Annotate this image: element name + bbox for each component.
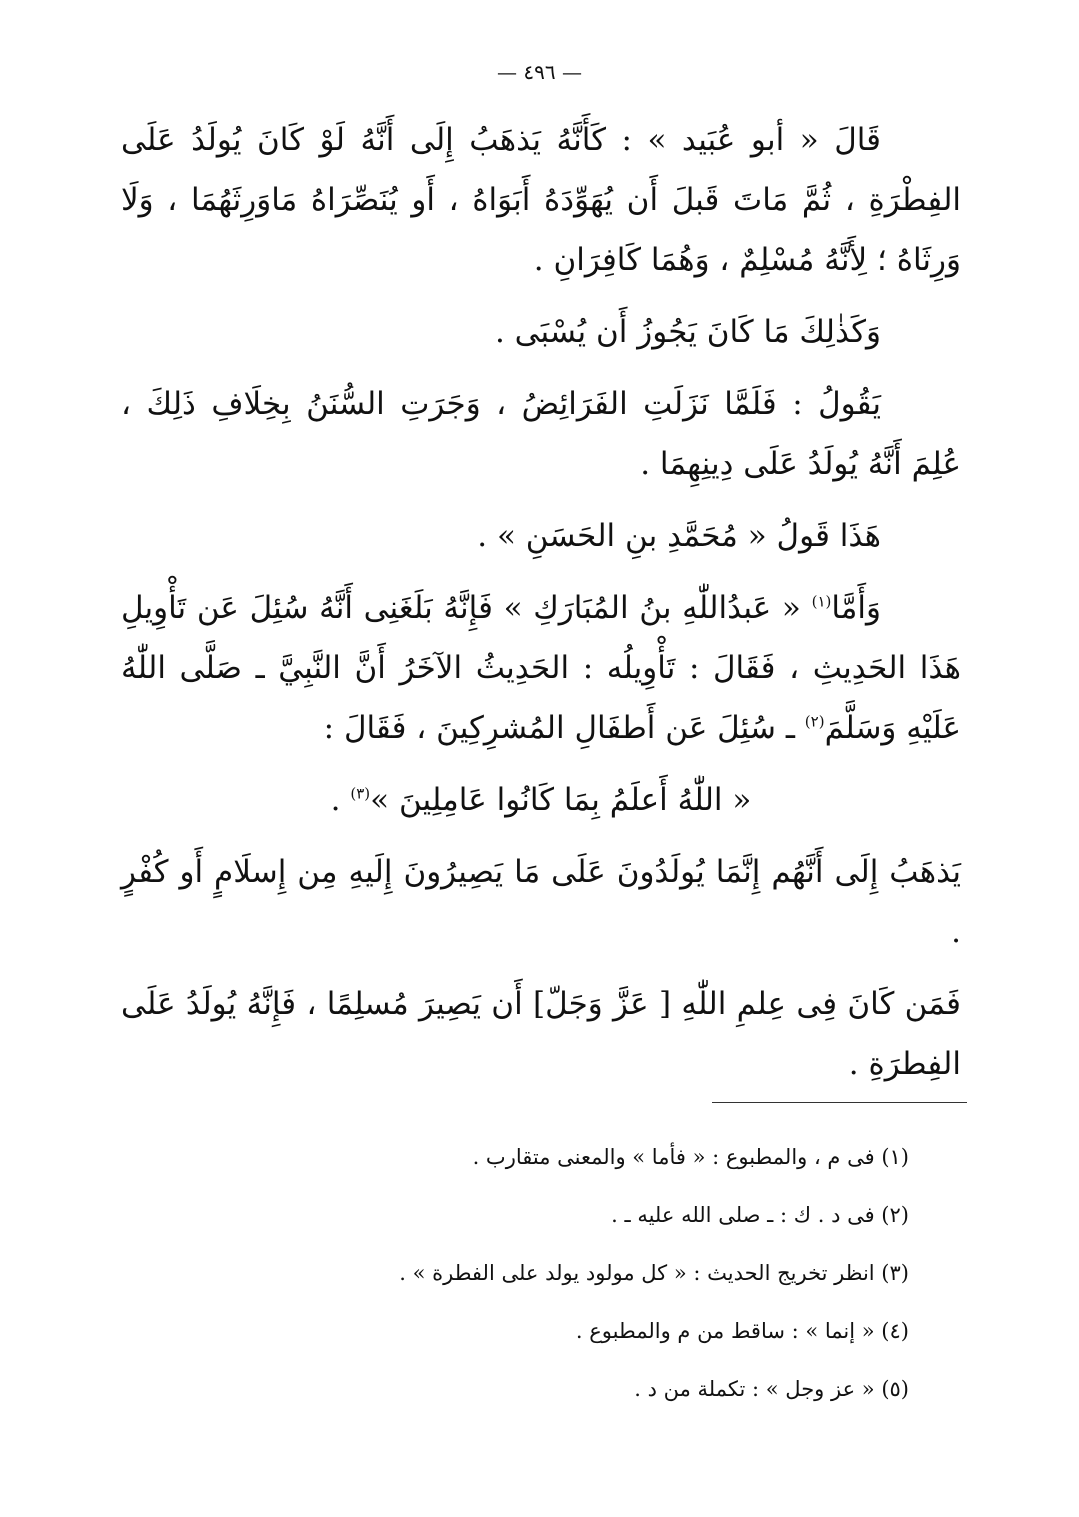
quote-text: « اللّٰهُ أَعلَمُ بِمَا كَانُوا عَامِلِينَ »	[370, 782, 752, 818]
page-number: — ٤٩٦ —	[497, 60, 582, 84]
footnote-divider	[712, 1102, 967, 1103]
footnote-2: (٢) فى د . ك : ـ صلى الله عليه ـ .	[611, 1203, 909, 1227]
paragraph-muhammad-hasan: هَذَا قَولُ « مُحَمَّدِ بنِ الحَسَنِ » .	[477, 518, 881, 554]
paragraph-faraid: يَقُولُ : فَلَمَّا نَزَلَتِ الفَرَائِضُ ، وَجَرَتِ السُّنَنُ بِخِلَافِ ذَلِكَ ، عُلِمَ أَنَّهُ يُولَدُ عَلَى دِينِهِمَا .	[121, 386, 961, 482]
paragraph-islam-kufr: يَذهَبُ إِلَى أَنَّهُم إِنَّمَا يُولَدُونَ عَلَى مَا يَصِيرُونَ إِلَيهِ مِن إِسلَامٍ أَو كُفْرٍ .	[121, 854, 961, 950]
footnote-3: (٣) انظر تخريج الحديث : « كل مولود يولد على الفطرة » .	[399, 1261, 909, 1285]
paragraph-ibn-mubarak	[121, 578, 961, 758]
footnote-4: (٤) « إنما » : ساقط من م والمطبوع .	[575, 1319, 909, 1343]
footnote-5: (٥) « عز وجل » : تكملة من د .	[634, 1377, 909, 1401]
quote-end: .	[330, 782, 351, 818]
paragraph-captivity: وَكَذٰلِكَ مَا كَانَ يَجُوزُ أَن يُسْبَى .	[494, 314, 881, 350]
footnote-ref-3: (٣)	[350, 784, 371, 803]
ibn-mubarak-text: « عَبدُاللّٰهِ بنُ المُبَارَكِ » فَإِنَّهُ بَلَغَنِى أَنَّهُ سُئِلَ عَن تَأْوِيلِ هَذَا الحَدِيثِ ، فَقَالَ : تَأْوِيلُه : الحَدِيثُ الآخَرُ أَنَّ النَّبِيَّ ـ صَلَّى اللّٰهُ عَلَيْهِ وَسَلَّمَ	[121, 590, 961, 746]
footnote-1: (١) فى م ، والمطبوع : « فأما » والمعنى متقارب .	[472, 1145, 909, 1169]
main-text	[121, 110, 961, 1106]
footnote-ref-1: (١)	[811, 592, 832, 611]
hadith-quote	[121, 770, 961, 830]
paragraph-abu-ubayd: قَالَ « أبو عُبَيد » : كَأَنَّهُ يَذهَبُ إِلَى أَنَّهُ لَوْ كَانَ يُولَدُ عَلَى الفِطْرَةِ ، ثُمَّ مَاتَ قَبلَ أَن يُهَوِّدَهُ أَبَوَاهُ ، أَو يُنَصِّرَاهُ مَاوَرِثَهُمَا ، وَلَا وَرِثَاهُ ؛ لِأَنَّهُ مُسْلِمٌ ، وَهُمَا كَافِرَانِ .	[121, 122, 961, 278]
paragraph-fitra: فَمَن كَانَ فِى عِلمِ اللّٰهِ [ عَزَّ وَجَلّ] أَن يَصِيرَ مُسلِمًا ، فَإِنَّهُ يُولَدُ عَلَى الفِطرَةِ .	[121, 986, 961, 1082]
amma-word: وَأَمَّا	[831, 590, 881, 626]
footnotes	[149, 1128, 909, 1418]
footnote-ref-2: (٢)	[804, 712, 825, 731]
ibn-mubarak-text-end: ـ سُئِلَ عَن أَطفَالِ المُشرِكِينَ ، فَقَالَ :	[323, 710, 805, 746]
